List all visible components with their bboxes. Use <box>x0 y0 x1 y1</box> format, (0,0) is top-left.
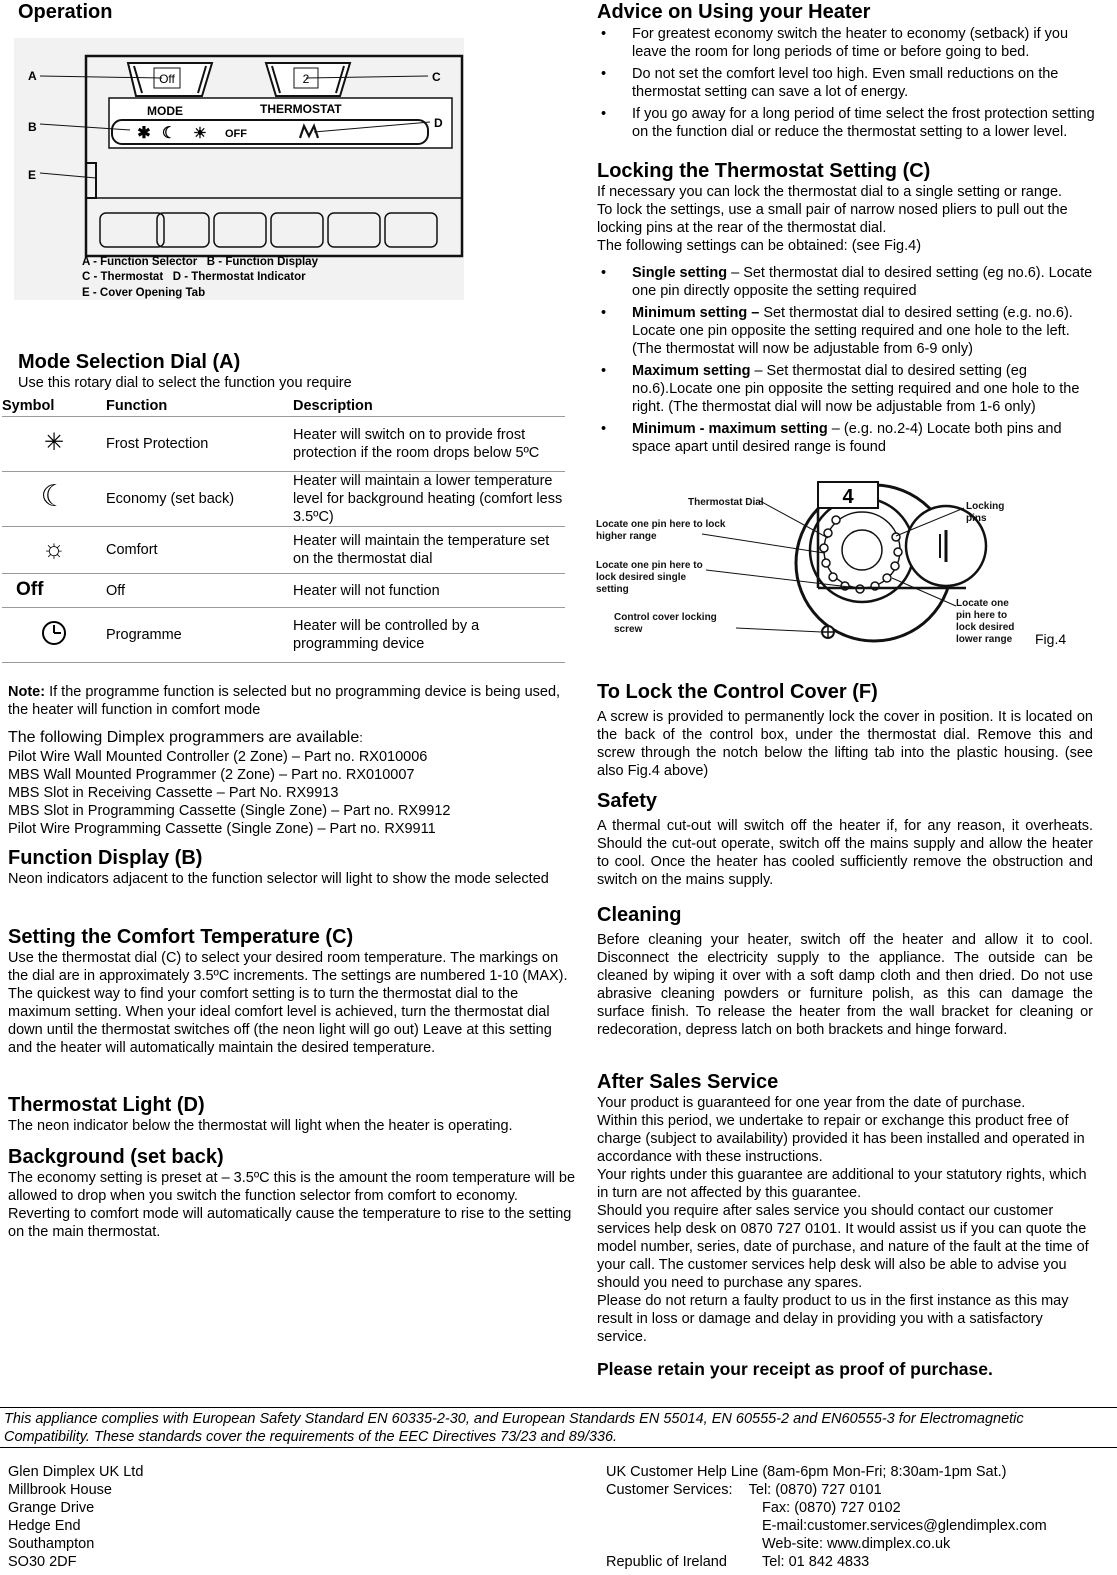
background-text-1: The economy setting is preset at – 3.5ºC this is the amount the room temperature will be allowed to drop when you switch the function selector from comfort to economy. <box>8 1170 576 1204</box>
fig4-figure <box>596 478 1076 660</box>
operation-heading: Operation <box>18 1 113 23</box>
cleaning-text: Before cleaning your heater, switch off the heater and allow it to cool. Disconnect the electricity supply to the appliance. The outside can be cleaned by wiping it over with a soft damp cloth and then dried. Do not use abrasive cleaning powders or furniture polish, as this can damage the surface finish. To release the heater from the wall bracket for cleaning or redecoration, depress latch on both brackets and hinge forward. <box>597 932 1093 1038</box>
control-cover-text: A screw is provided to permanently lock the cover in position. It is located on the back of the control box, under the thermostat dial. Remove this and screw through the notch below the lifting tab into the plastic housing. (see also Fig.4 above) <box>597 709 1093 779</box>
services-label: Customer Services: <box>606 1482 733 1498</box>
background-section <box>8 1145 576 1241</box>
row-description: Heater will be controlled by a programming device <box>293 608 565 663</box>
label-pins-1: Locking <box>966 501 1005 512</box>
dial-number: 4 <box>842 486 854 508</box>
locking-text-2: To lock the settings, use a small pair of narrow nosed pliers to pull out the locking pins at the rear of the thermostat dial. <box>597 202 1068 236</box>
col-function: Function <box>106 396 293 417</box>
comfort-heading: Setting the Comfort Temperature (C) <box>8 926 354 948</box>
programmers: The following Dimplex programmers are available: Pilot Wire Wall Mounted Controller (2 Zone) – Part no. RX010006 MBS Wall Mounted Programmer (2 Zone) – Part no. RX010007 MBS Slot in Receiving Cassette – Part No. RX9913 MBS Slot in Programming Cassette (Single Zone) – Part no. RX9912 Pilot Wire Programming Cassette (Single Zone) – Part no. RX9911 <box>8 728 568 838</box>
website[interactable]: Web-site: www.dimplex.co.uk <box>762 1536 951 1552</box>
frost-icon: ✱ <box>137 125 151 142</box>
row-description: Heater will maintain the temperature set on the thermostat dial <box>293 527 565 574</box>
cleaning-section <box>597 903 1093 1039</box>
note-text: If the programme function is selected but no programming device is being used, the heater will function in comfort mode <box>8 684 561 718</box>
list-item: • Minimum - maximum setting – (e.g. no.2-4) Locate both pins and space apart until desired range is found <box>597 420 1097 456</box>
label-single-2: lock desired single <box>596 572 687 583</box>
label-lower-3: lock desired <box>956 622 1015 633</box>
callout-e: E <box>28 168 37 182</box>
locking-section <box>597 159 1097 460</box>
mode-dial-heading: Mode Selection Dial (A) <box>18 351 241 373</box>
control-cover-heading: To Lock the Control Cover (F) <box>597 681 878 703</box>
divider <box>0 1447 1117 1448</box>
col-description: Description <box>293 396 565 417</box>
list-item: MBS Slot in Programming Cassette (Single Zone) – Part no. RX9912 <box>8 803 451 819</box>
thermostat-light-text: The neon indicator below the thermostat will light when the heater is operating. <box>8 1118 513 1134</box>
mode-table <box>2 396 565 663</box>
list-item: • If you go away for a long period of time select the frost protection setting on the function dial or reduce the thermostat setting to a lower level. <box>597 105 1097 141</box>
locking-heading: Locking the Thermostat Setting (C) <box>597 160 931 182</box>
label-higher-2: higher range <box>596 531 657 542</box>
row-function: Frost Protection <box>106 417 293 472</box>
list-item: • Single setting – Set thermostat dial to desired setting (eg no.6). Locate one pin directly opposite the setting required <box>597 264 1097 300</box>
phone-number: Tel: (0870) 727 0101 <box>748 1482 882 1498</box>
safety-heading: Safety <box>597 790 658 812</box>
fig4-caption: Fig.4 <box>1035 631 1067 647</box>
moon-icon: ☾ <box>40 479 68 513</box>
off-symbol: Off <box>16 579 44 600</box>
label-lower-1: Locate one <box>956 598 1009 609</box>
list-item: MBS Slot in Receiving Cassette – Part No. RX9913 <box>8 785 339 801</box>
note <box>8 683 568 719</box>
table-row <box>2 608 565 663</box>
list-item: • Minimum setting – Set thermostat dial to desired setting (e.g. no.6). Locate one pin opposite the setting required and one hole to the left. (The thermostat will now be adjustable from 6-9 only) <box>597 304 1097 358</box>
after-sales-text-1: Your product is guaranteed for one year from the date of purchase. <box>597 1095 1026 1111</box>
list-item: • Do not set the comfort level too high. Even small reductions on the thermostat setting can save a lot of energy. <box>597 65 1097 101</box>
contact-info <box>606 1463 1047 1571</box>
advice-heading: Advice on Using your Heater <box>597 1 871 23</box>
control-cover-section <box>597 680 1093 780</box>
col-symbol: Symbol <box>2 396 106 417</box>
list-item: Pilot Wire Wall Mounted Controller (2 Zone) – Part no. RX010006 <box>8 749 428 765</box>
locking-text-1: If necessary you can lock the thermostat dial to a single setting or range. <box>597 184 1063 200</box>
fax-number: Fax: (0870) 727 0102 <box>762 1500 901 1516</box>
label-lower-4: lower range <box>956 634 1013 645</box>
thermostat-label: THERMOSTAT <box>260 102 342 116</box>
safety-section <box>597 789 1093 889</box>
mode-label: MODE <box>147 104 183 118</box>
table-row <box>2 527 565 574</box>
frost-icon: ✳ <box>43 428 65 456</box>
clock-icon <box>41 620 67 646</box>
label-cover-1: Control cover locking <box>614 612 717 623</box>
table-row <box>2 574 565 608</box>
thermostat-light-section <box>8 1093 576 1135</box>
after-sales-heading: After Sales Service <box>597 1071 779 1093</box>
thermostat-value: 2 <box>302 72 310 86</box>
function-display-heading: Function Display (B) <box>8 847 203 869</box>
label-pins-2: pins <box>966 513 987 524</box>
safety-text: A thermal cut-out will switch off the heater if, for any reason, it overheats. Should the cut-out operate, switch off the mains supply and allow the heater to cool. Once the heater has cooled sufficiently remove the obstruction and switch on the mains supply. <box>597 818 1093 888</box>
row-description: Heater will maintain a lower temperature level for background heating (comfort less 3.5ºC) <box>293 472 565 527</box>
row-function: Off <box>106 574 293 608</box>
callout-a: A <box>28 69 37 83</box>
function-display-text: Neon indicators adjacent to the function selector will light to show the mode selected <box>8 871 549 887</box>
after-sales-text-4: Should you require after sales service you should contact our customer services help desk on 0870 727 0101. It would assist us if you can quote the model number, series, date of purchase, and nature of the fault at the time of your call. The customer services help desk will also be able to advise you should you need to purchase any spares. <box>597 1203 1089 1291</box>
roi-label: Republic of Ireland <box>606 1554 727 1570</box>
row-function: Comfort <box>106 527 293 574</box>
selector-value: Off <box>159 72 175 86</box>
email-address[interactable]: E-mail:customer.services@glendimplex.com <box>762 1518 1047 1534</box>
moon-icon: ☾ <box>161 125 177 142</box>
callout-d: D <box>434 116 443 130</box>
label-lower-2: pin here to <box>956 610 1008 621</box>
legend-line-3: E - Cover Opening Tab <box>82 287 206 299</box>
after-sales-text-2: Within this period, we undertake to repair or exchange this product free of charge (subject to availability) provided it has been installed and operated in accordance with these instructions. <box>597 1113 1085 1165</box>
roi-phone: Tel: 01 842 4833 <box>762 1554 870 1570</box>
callout-c: C <box>432 70 441 84</box>
row-function: Programme <box>106 608 293 663</box>
mode-table-header <box>2 396 565 417</box>
cleaning-heading: Cleaning <box>597 904 682 926</box>
row-description: Heater will not function <box>293 574 565 608</box>
label-higher-1: Locate one pin here to lock <box>596 519 726 530</box>
legend-line-2: C - Thermostat D - Thermostat Indicator <box>82 271 306 283</box>
note-label: Note: <box>8 684 46 700</box>
background-heading: Background (set back) <box>8 1146 224 1168</box>
compliance-statement: This appliance complies with European Safety Standard EN 60335-2-30, and European Standards EN 55014, EN 60555-2 and EN60555-3 for Electromagnetic Compatibility. These standards cover the requirements of the EEC Directives 73/23 and 89/336. <box>4 1411 1024 1445</box>
programmers-heading: The following Dimplex programmers are available <box>8 729 360 746</box>
list-item: • For greatest economy switch the heater to economy (setback) if you leave the room for long periods of time or before going to bed. <box>597 25 1097 61</box>
locking-text-3: The following settings can be obtained: (see Fig.4) <box>597 238 922 254</box>
after-sales-text-5: Please do not return a faulty product to us in the first instance as this may result in loss or damage and delay in providing you with a satisfactory service. <box>597 1293 1069 1345</box>
row-function: Economy (set back) <box>106 472 293 527</box>
legend-line-1: A - Function Selector B - Function Display <box>82 256 318 268</box>
table-row <box>2 417 565 472</box>
thermostat-light-heading: Thermostat Light (D) <box>8 1094 205 1116</box>
comfort-text: Use the thermostat dial (C) to select your desired room temperature. The markings on the dial are in approximately 3.5ºC increments. The settings are numbered 1-10 (MAX). The quickest way to find your comfort setting is to turn the thermostat dial to the maximum setting. When your ideal comfort level is achieved, turn the thermostat dial down until the thermostat switches off (the neon light will go out) Leave at this setting and the heater will automatically maintain the desired temperature. <box>8 950 568 1056</box>
label-cover-2: screw <box>614 624 643 635</box>
advice-section <box>597 0 1097 145</box>
mode-dial-intro: Use this rotary dial to select the function you require <box>18 375 352 391</box>
comfort-section <box>8 925 576 1057</box>
function-display-section <box>8 846 558 888</box>
after-sales-section <box>597 1070 1093 1380</box>
sun-icon: ☀ <box>193 125 207 142</box>
company-address: Glen Dimplex UK Ltd Millbrook House Grange Drive Hedge End Southampton SO30 2DF <box>8 1464 144 1570</box>
mode-dial-section <box>18 350 558 392</box>
label-thermostat-dial: Thermostat Dial <box>688 497 764 508</box>
divider <box>0 1407 1117 1408</box>
helpline: UK Customer Help Line (8am-6pm Mon-Fri; 8:30am-1pm Sat.) <box>606 1464 1007 1480</box>
off-mark: OFF <box>225 128 247 140</box>
callout-b: B <box>28 120 37 134</box>
table-row <box>2 472 565 527</box>
after-sales-text-3: Your rights under this guarantee are additional to your statutory rights, which in turn are not affected by this guarantee. <box>597 1167 1087 1201</box>
label-single-3: setting <box>596 584 629 595</box>
list-item: Pilot Wire Programming Cassette (Single Zone) – Part no. RX9911 <box>8 821 436 837</box>
sun-icon: ☼ <box>42 532 66 563</box>
control-panel-figure <box>14 38 464 300</box>
receipt-notice: Please retain your receipt as proof of purchase. <box>597 1359 993 1379</box>
list-item: MBS Wall Mounted Programmer (2 Zone) – Part no. RX010007 <box>8 767 415 783</box>
background-text-2: Reverting to comfort mode will automatically cause the temperature to rise to the setting on the main thermostat. <box>8 1206 572 1240</box>
row-description: Heater will switch on to provide frost protection if the room drops below 5ºC <box>293 417 565 472</box>
list-item: • Maximum setting – Set thermostat dial to desired setting (eg no.6).Locate one pin opposite the setting required and one hole to the right. (The thermostat dial will now be adjustable from 1-6 only) <box>597 362 1097 416</box>
label-single-1: Locate one pin here to <box>596 560 703 571</box>
